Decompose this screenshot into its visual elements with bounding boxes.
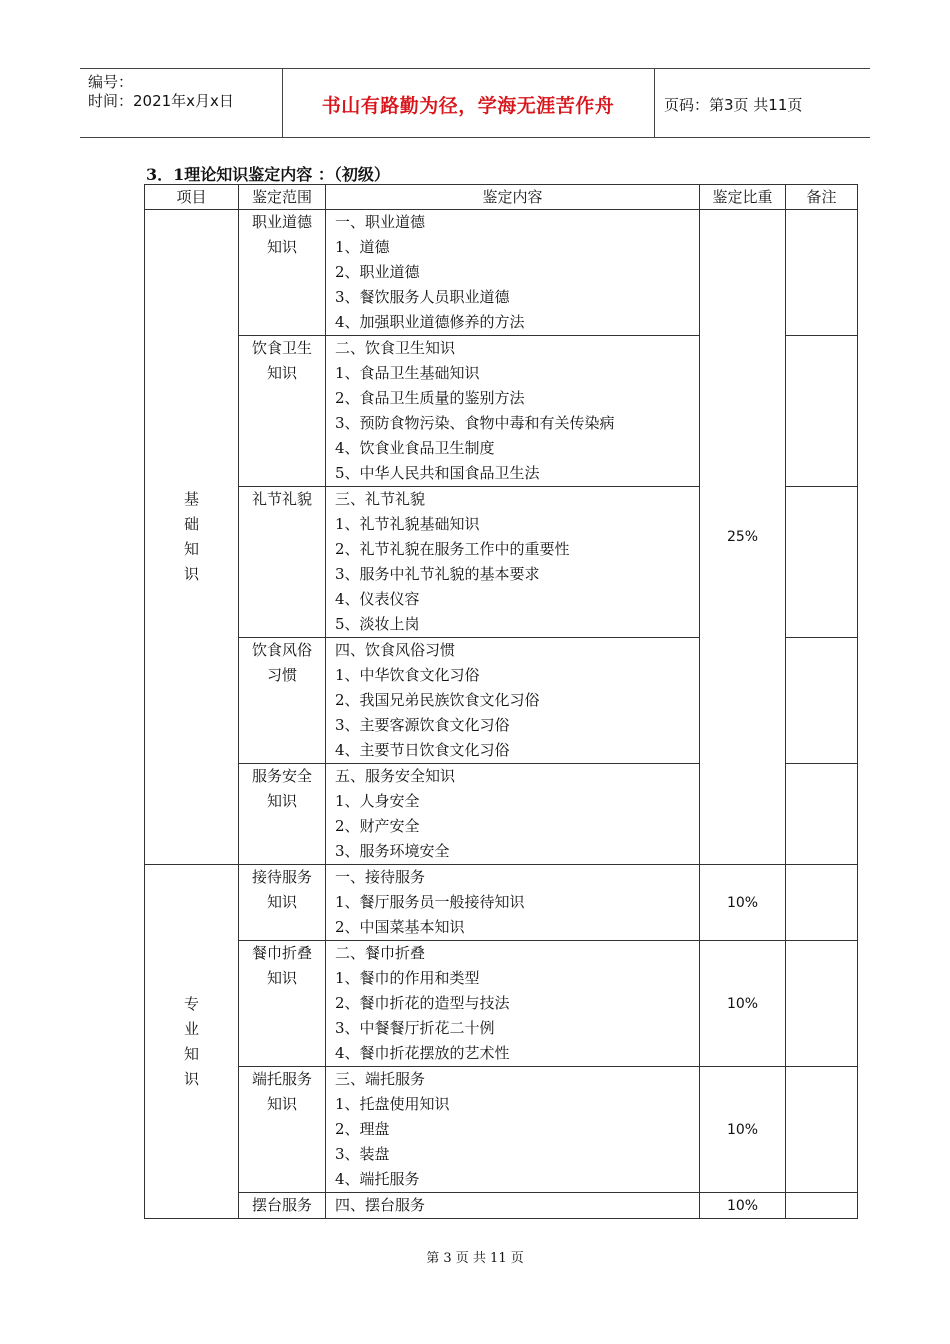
content-line: 1、餐厅服务员一般接待知识 <box>335 893 525 911</box>
content-line: 5、中华人民共和国食品卫生法 <box>335 464 540 482</box>
content-line: 1、人身安全 <box>335 792 420 810</box>
content-cell <box>326 1193 700 1219</box>
table-row <box>145 1193 858 1219</box>
content-cell <box>326 336 700 487</box>
content-line: 4、主要节日饮食文化习俗 <box>335 741 510 759</box>
table-row <box>145 865 858 941</box>
content-line: 2、我国兄弟民族饮食文化习俗 <box>335 691 540 709</box>
range-label: 端托服务知识 <box>251 1070 312 1113</box>
content-line: 2、餐巾折花的造型与技法 <box>335 994 510 1012</box>
header-divider <box>654 69 655 137</box>
header-note: 备注 <box>786 185 858 210</box>
table-header-row <box>145 185 858 210</box>
table-row <box>145 941 858 1067</box>
number-label: 编号： <box>88 73 134 91</box>
content-line: 一、接待服务 <box>335 868 426 886</box>
range-label: 礼节礼貌 <box>251 490 312 508</box>
content-line: 1、道德 <box>335 238 390 256</box>
content-cell <box>326 865 700 941</box>
content-line: 2、食品卫生质量的鉴别方法 <box>335 389 525 407</box>
range-label: 餐巾折叠知识 <box>251 944 312 987</box>
note-cell <box>786 210 858 336</box>
range-cell <box>239 487 326 638</box>
content-line: 3、服务环境安全 <box>335 842 450 860</box>
header-range: 鉴定范围 <box>239 185 326 210</box>
range-cell <box>239 638 326 764</box>
content-line: 5、淡妆上岗 <box>335 615 420 633</box>
content-line: 3、中餐餐厅折花二十例 <box>335 1019 495 1037</box>
content-line: 一、职业道德 <box>335 213 426 231</box>
content-line: 3、预防食物污染、食物中毒和有关传染病 <box>335 414 615 432</box>
note-cell <box>786 865 858 941</box>
project-cell <box>145 865 239 1219</box>
header-meta <box>88 73 234 111</box>
content-line: 1、餐巾的作用和类型 <box>335 969 480 987</box>
date-label: 时间：2021年x月x日 <box>88 92 234 110</box>
header-project: 项目 <box>145 185 239 210</box>
assessment-table <box>144 184 858 1219</box>
content-line: 二、饮食卫生知识 <box>335 339 456 357</box>
content-cell <box>326 941 700 1067</box>
content-line: 二、餐巾折叠 <box>335 944 426 962</box>
content-line: 4、端托服务 <box>335 1170 420 1188</box>
content-line: 2、中国菜基本知识 <box>335 918 465 936</box>
project-label: 基础知识 <box>183 490 199 583</box>
weight-cell: 10% <box>700 1193 786 1219</box>
section-title: 3．1理论知识鉴定内容 ：（初级） <box>146 165 390 184</box>
header-weight: 鉴定比重 <box>700 185 786 210</box>
range-cell <box>239 210 326 336</box>
content-line: 三、礼节礼貌 <box>335 490 426 508</box>
range-label: 饮食卫生知识 <box>251 339 312 382</box>
weight-cell: 10% <box>700 865 786 941</box>
project-cell <box>145 210 239 865</box>
content-line: 3、服务中礼节礼貌的基本要求 <box>335 565 540 583</box>
range-label: 接待服务知识 <box>251 868 312 911</box>
header-content: 鉴定内容 <box>326 185 700 210</box>
content-line: 1、食品卫生基础知识 <box>335 364 480 382</box>
range-label: 职业道德知识 <box>251 213 312 256</box>
content-cell <box>326 487 700 638</box>
content-line: 1、中华饮食文化习俗 <box>335 666 480 684</box>
content-line: 四、摆台服务 <box>335 1196 426 1214</box>
table-row <box>145 1067 858 1193</box>
table-row <box>145 210 858 336</box>
content-line: 3、装盘 <box>335 1145 390 1163</box>
range-cell <box>239 941 326 1067</box>
content-line: 2、职业道德 <box>335 263 420 281</box>
document-header <box>80 68 870 138</box>
content-line: 4、餐巾折花摆放的艺术性 <box>335 1044 510 1062</box>
content-line: 1、托盘使用知识 <box>335 1095 450 1113</box>
weight-cell: 10% <box>700 941 786 1067</box>
content-line: 4、仪表仪容 <box>335 590 420 608</box>
content-line: 三、端托服务 <box>335 1070 426 1088</box>
note-cell <box>786 941 858 1067</box>
range-cell <box>239 764 326 865</box>
note-cell <box>786 1193 858 1219</box>
content-line: 4、加强职业道德修养的方法 <box>335 313 525 331</box>
weight-cell: 25% <box>700 210 786 865</box>
range-cell <box>239 336 326 487</box>
range-label: 服务安全知识 <box>251 767 312 810</box>
weight-cell: 10% <box>700 1067 786 1193</box>
content-line: 2、理盘 <box>335 1120 390 1138</box>
content-line: 3、主要客源饮食文化习俗 <box>335 716 510 734</box>
content-cell <box>326 638 700 764</box>
header-motto: 书山有路勤为径，学海无涯苦作舟 <box>321 95 615 117</box>
range-cell <box>239 1067 326 1193</box>
content-cell <box>326 764 700 865</box>
note-cell <box>786 336 858 487</box>
note-cell <box>786 487 858 638</box>
content-line: 3、餐饮服务人员职业道德 <box>335 288 510 306</box>
content-line: 4、饮食业食品卫生制度 <box>335 439 495 457</box>
table-body <box>145 210 858 1219</box>
page-footer: 第 3 页 共 11 页 <box>426 1251 524 1266</box>
content-cell <box>326 1067 700 1193</box>
content-line: 1、礼节礼貌基础知识 <box>335 515 480 533</box>
content-line: 2、礼节礼貌在服务工作中的重要性 <box>335 540 570 558</box>
note-cell <box>786 764 858 865</box>
range-label: 摆台服务 <box>251 1196 312 1214</box>
range-cell <box>239 865 326 941</box>
note-cell <box>786 1067 858 1193</box>
page-label: 页码：第3页 共11页 <box>664 96 803 114</box>
range-label: 饮食风俗习惯 <box>251 641 312 684</box>
content-line: 四、饮食风俗习惯 <box>335 641 456 659</box>
content-line: 五、服务安全知识 <box>335 767 456 785</box>
project-label: 专业知识 <box>183 994 199 1088</box>
range-cell <box>239 1193 326 1219</box>
content-line: 2、财产安全 <box>335 817 420 835</box>
content-cell <box>326 210 700 336</box>
note-cell <box>786 638 858 764</box>
